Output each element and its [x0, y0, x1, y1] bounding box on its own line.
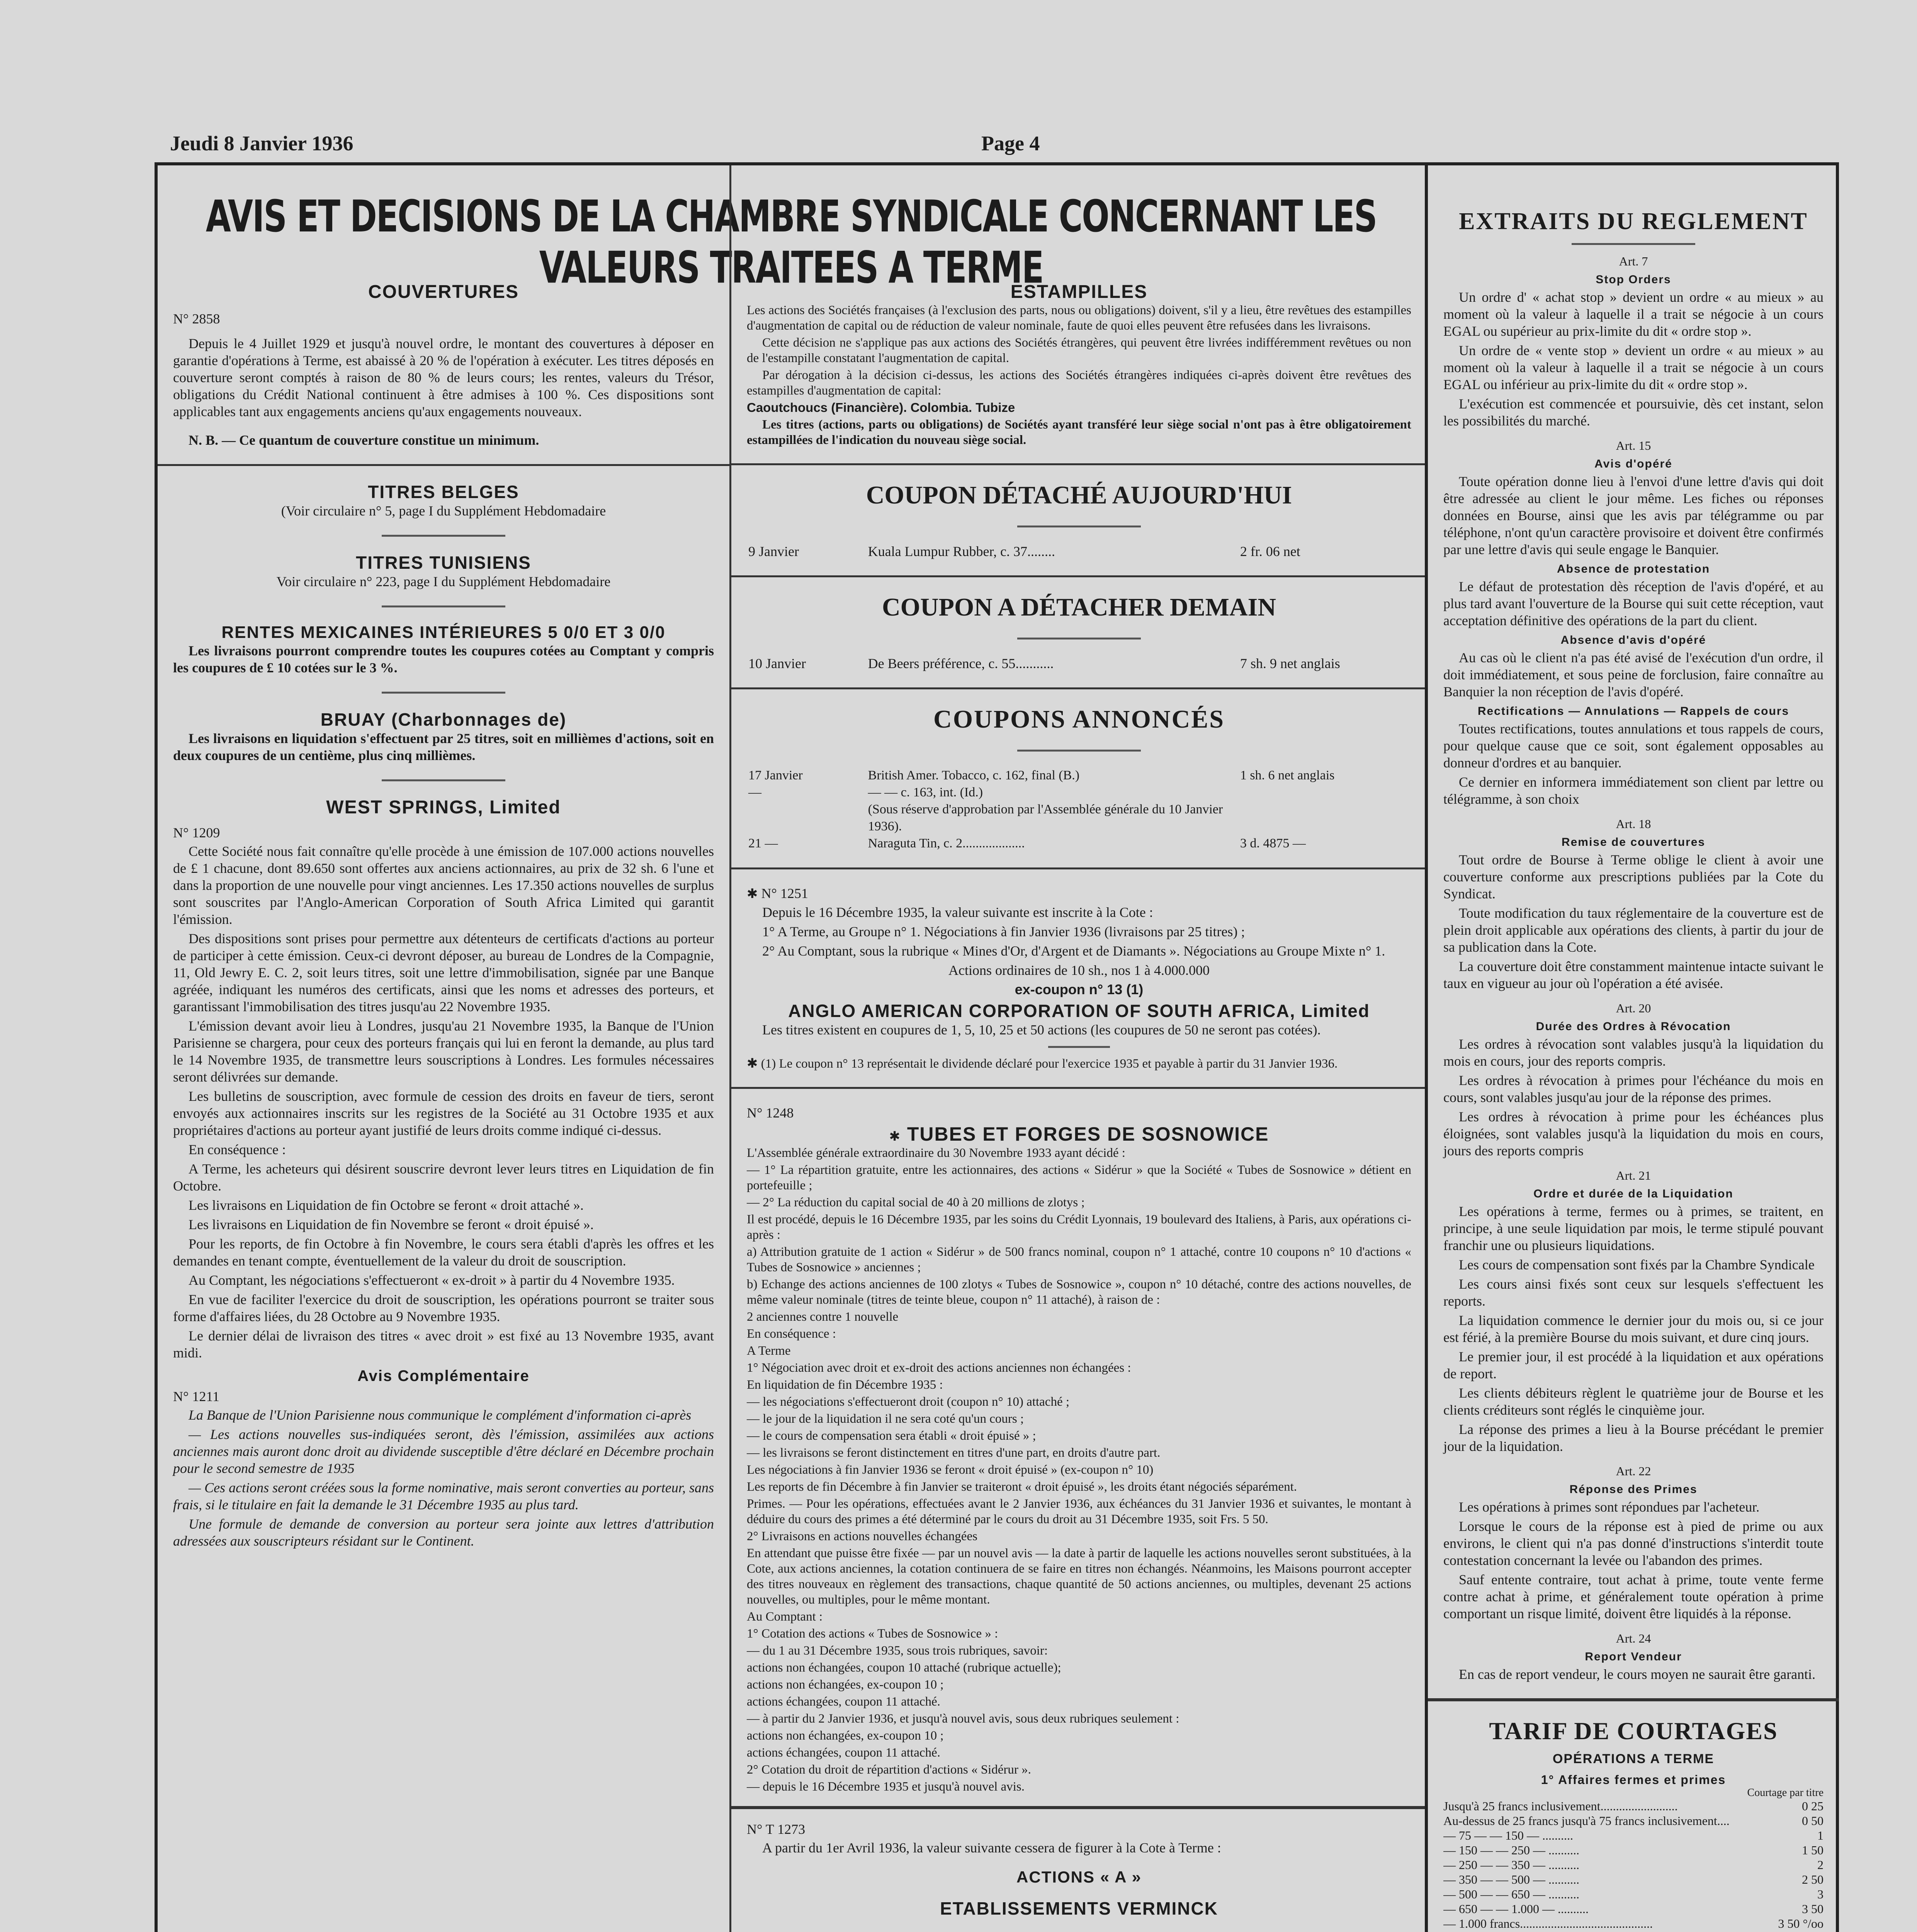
west-springs-paragraph: Des dispositions sont prises pour permettre aux détenteurs de certificats d'actions au porteur de participer à cette émission. Ceux-ci devront déposer, au bureau de Londres de la Compagnie, 11, Old Jewry E. C. 2, soit leurs titres, soit une lettre d'immobilisation, signée par une Banque agréée, indiquant les numéros des certificats, ainsi que les noms et adresses des porteurs, et garantissant l'immobilisation des titres jusqu'au 22 Novembre 1935. [173, 931, 714, 1014]
estampilles-p4: Caoutchoucs (Financière). Colombia. Tubize [747, 400, 1015, 415]
tarif-value: 0 25 [1802, 1799, 1824, 1813]
tubes-paragraph: 2 anciennes contre 1 nouvelle [747, 1310, 899, 1324]
tarif-value: 2 [1817, 1858, 1824, 1872]
estampilles-p3: Par dérogation à la décision ci-dessus, les actions des Sociétés étrangères indiquées ci-après doivent être revêtues des estampilles d'augmentation de capital: [747, 368, 1411, 398]
asterisk-icon: ✱ [747, 1056, 758, 1071]
coupon-name: Kuala Lumpur Rubber, c. 37........ [868, 544, 1055, 559]
anglo-p3: 2° Au Comptant, sous la rubrique « Mines d'Or, d'Argent et de Diamants ». Négociations au Groupe Mixte n° 1. [762, 943, 1385, 959]
article-paragraph: Lorsque le cours de la réponse est à pied de prime ou aux environs, le client qui n'a pas donné d'instructions s'interdit toute contestation concernant la levée ou l'abandon des primes. [1443, 1519, 1824, 1568]
article-paragraph: Tout ordre de Bourse à Terme oblige le client à avoir une couverture conforme aux prescriptions publiées par la Cote du Syndicat. [1443, 852, 1824, 901]
table-row [1443, 1901, 1824, 1916]
article-paragraph: Les ordres à révocation à primes pour l'échéance du mois en cours, sont valables jusqu'au jour de la réponse des primes. [1443, 1073, 1824, 1105]
article-paragraph: Ce dernier en informera immédiatement son client par lettre ou télégramme, à son choix [1443, 774, 1824, 807]
section-tarif [1428, 1717, 1839, 1932]
tubes-paragraph: En liquidation de fin Décembre 1935 : [747, 1378, 943, 1392]
anglo-p5: ex-coupon n° 13 (1) [1015, 981, 1144, 997]
coupon-name: De Beers préférence, c. 55........... [868, 656, 1054, 671]
running-header [170, 131, 1739, 158]
article-paragraph: Un ordre d' « achat stop » devient un ordre « au mieux » au moment où la valeur à laquelle il a trait se négocie à un cours EGAL ou supérieur au prix-limite du dit « ordre stop ». [1443, 289, 1824, 339]
article-paragraph: Les ordres à révocation à prime pour les échéances plus éloignées, sont valables jusqu'à la liquidation du mois en cours, jours des reports compris [1443, 1109, 1824, 1158]
coupon-date: 21 — [748, 836, 778, 850]
article-paragraph: En cas de report vendeur, le cours moyen ne saurait être garanti. [1459, 1667, 1816, 1682]
estampilles-p2: Cette décision ne s'applique pas aux actions des Sociétés étrangères, qui peuvent être livrées indifféremment revêtues ou non de l'estampille constatant l'augmentation de capital. [747, 336, 1411, 365]
tubes-paragraph: — les négociations s'effectueront droit (coupon n° 10) attaché ; [747, 1395, 1070, 1409]
avis-complementaire-number: N° 1211 [173, 1389, 220, 1404]
header-page-number: Page 4 [981, 132, 1040, 155]
table-row [747, 543, 1411, 560]
article-heading: Avis d'opéré [1594, 457, 1672, 470]
article-paragraph: Toute opération donne lieu à l'envoi d'une lettre d'avis qui doit être adressée au client le jour même. Les fiches ou réponses données en Bourse, ainsi que les avis par télégramme ou par téléphone, n'ont qu'un caractère provisoire et doivent être confirmés par une lettre d'avis qui seule engage le Banquier. [1443, 474, 1824, 557]
section-titres-belges [158, 481, 729, 1549]
table-row [1443, 1843, 1824, 1857]
anglo-p4: Actions ordinaires de 10 sh., nos 1 à 4.000.000 [948, 963, 1210, 978]
tarif-section-fermes: 1° Affaires fermes et primes [1541, 1773, 1726, 1787]
avis-complementaire-paragraph: Une formule de demande de conversion au porteur sera jointe aux lettres d'attribution adressées aux souscripteurs résidant sur le Continent. [173, 1516, 714, 1549]
anglo-number-text: N° 1251 [761, 886, 808, 901]
coupon-value [1239, 801, 1411, 835]
table-row [1443, 1887, 1824, 1901]
tarif-subtitle: OPÉRATIONS A TERME [1552, 1752, 1715, 1766]
divider [731, 867, 1427, 869]
main-title: AVIS ET DECISIONS DE LA CHAMBRE SYNDICALE CONCERNANT LES VALEURS TRAITEES A TERME [206, 190, 1377, 293]
section-tubes-sosnowice [731, 1104, 1427, 1794]
coupon-date: 10 Janvier [748, 656, 806, 671]
tubes-paragraph: 1° Négociation avec droit et ex-droit des actions anciennes non échangées : [747, 1361, 1131, 1375]
divider [1428, 1698, 1839, 1701]
article-paragraph: Les opérations à primes sont répondues par l'acheteur. [1459, 1499, 1760, 1515]
coupon-value: 1 sh. 6 net anglais [1240, 768, 1335, 782]
anglo-note-text: (1) Le coupon n° 13 représentait le dividende déclaré pour l'exercice 1935 et payable à partir du 31 Janvier 1936. [761, 1057, 1338, 1071]
tubes-paragraph: 2° Livraisons en actions nouvelles échangées [747, 1529, 977, 1543]
coupons-annonces-title: COUPONS ANNONCÉS [933, 705, 1225, 733]
table-row [747, 655, 1411, 672]
column-right [1425, 165, 1839, 1932]
tubes-paragraph: actions non échangées, coupon 10 attaché (rubrique actuelle); [747, 1661, 1061, 1675]
tarif-range: Jusqu'à 25 francs inclusivement......................... [1443, 1799, 1678, 1813]
tarif-title: TARIF DE COURTAGES [1489, 1717, 1778, 1745]
coupon-name: Naraguta Tin, c. 2................... [868, 836, 1025, 850]
estampilles-p1: Les actions des Sociétés françaises (à l'exclusion des parts, nous ou obligations) doivent, s'il y a lieu, être revêtues des estampilles d'augmentation de capital ou de réduction de valeur nominale, faute de quoi elles peuvent être refusées dans les livraisons. [747, 303, 1411, 333]
tubes-paragraph: En attendant que puisse être fixée — par un nouvel avis — la date à partir de laquelle les actions nouvelles seront substituées, à la Cote, aux actions anciennes, la cotation continuera de se faire en titres non échangés. Néanmoins, les Maisons pourront accepter des titres nouveaux en règlement des transactions, chaque quantité de 50 actions anciennes, ou multiples, devenant 25 actions nouvelles, ou multiples, pour le même montant. [747, 1546, 1411, 1607]
tubes-paragraph: — 2° La réduction du capital social de 40 à 20 millions de zlotys ; [747, 1196, 1085, 1209]
tubes-paragraph: — du 1 au 31 Décembre 1935, sous trois rubriques, savoir: [747, 1644, 1048, 1658]
header-date: Jeudi 8 Janvier 1936 [170, 132, 353, 155]
article-heading: Rectifications — Annulations — Rappels de cours [1477, 705, 1790, 718]
article-paragraph: Les clients débiteurs règlent le quatrième jour de Bourse et les clients créditeurs sont réglés le cinquième jour. [1443, 1385, 1824, 1418]
tubes-paragraph: actions échangées, coupon 11 attaché. [747, 1695, 940, 1709]
tubes-paragraph: L'Assemblée générale extraordinaire du 30 Novembre 1933 ayant décidé : [747, 1146, 1125, 1160]
table-row [1443, 1916, 1824, 1931]
tarif-column-header: Courtage par titre [1747, 1787, 1824, 1799]
article-heading: Réponse des Primes [1569, 1483, 1698, 1496]
article-heading: Ordre et durée de la Liquidation [1533, 1187, 1733, 1200]
west-springs-body [173, 843, 714, 1361]
divider [1017, 638, 1141, 639]
west-springs-paragraph: A Terme, les acheteurs qui désirent souscrire devront lever leurs titres en Liquidation de fin Octobre. [173, 1161, 714, 1194]
article-paragraph: Le défaut de protestation dès réception de l'avis d'opéré, et au plus tard avant l'ouverture de la Bourse qui suit cette réception, vaut acceptation définitive des opérations de la part du client. [1443, 579, 1824, 628]
table-row [747, 835, 1411, 852]
article-paragraph: Les cours ainsi fixés sont ceux sur lesquels s'effectuent les reports. [1443, 1276, 1824, 1309]
west-springs-paragraph: L'émission devant avoir lieu à Londres, jusqu'au 21 Novembre 1935, la Banque de l'Union Parisienne se chargera, pour ceux des porteurs français qui lui en feront la demande, au plus tard le 14 Novembre 1935, de transmettre leurs souscriptions à Londres. Les formules nécessaires seront délivrées sur demande. [173, 1018, 714, 1085]
asterisk-icon: ✱ [889, 1129, 901, 1144]
couvertures-text: Depuis le 4 Juillet 1929 et jusqu'à nouvel ordre, le montant des couvertures à déposer en garantie d'opérations à Terme, est abaissé à 20 % de l'opération à exécuter. Les titres déposés en couverture seront comptés à raison de 80 % de leurs cours; les rentes, valeurs du Trésor, obligations du Crédit National continuent à être admises à 100 %. Ces dispositions sont applicables tant aux engagements anciens qu'aux engagements nouveaux. [173, 336, 714, 419]
coupon-detache-title: COUPON DÉTACHÉ AUJOURD'HUI [866, 481, 1292, 509]
tubes-title-text: TUBES ET FORGES DE SOSNOWICE [907, 1123, 1269, 1145]
west-springs-paragraph: En conséquence : [189, 1142, 286, 1157]
divider [382, 692, 505, 694]
divider [1572, 243, 1695, 245]
article-paragraph: La liquidation commence le dernier jour du mois ou, si ce jour est férié, à la première Bourse du mois suivant, et dure cinq jours. [1443, 1313, 1824, 1345]
article-number: Art. 15 [1616, 439, 1651, 452]
tubes-paragraph: — le cours de compensation sera établi « droit épuisé » ; [747, 1429, 1036, 1443]
tubes-paragraph: a) Attribution gratuite de 1 action « Sidérur » de 500 francs nominal, coupon n° 1 attaché, contre 10 coupons n° 10 d'actions « Tubes de Sosnowice » anciennes ; [747, 1245, 1411, 1274]
divider [382, 779, 505, 781]
article-number: Art. 20 [1616, 1001, 1651, 1015]
section-reglement [1428, 208, 1839, 1683]
coupon-name: British Amer. Tobacco, c. 162, final (B.) [868, 768, 1080, 782]
divider [731, 1087, 1427, 1089]
article-paragraph: L'exécution est commencée et poursuivie, dès cet instant, selon les possibilités du marché. [1443, 396, 1824, 429]
tubes-paragraph: Au Comptant : [747, 1610, 823, 1624]
section-coupon-demain [731, 593, 1427, 672]
tubes-title [747, 1123, 1411, 1145]
divider [382, 605, 505, 607]
tubes-body [747, 1145, 1411, 1794]
divider [731, 687, 1427, 689]
content-frame [155, 162, 1839, 1932]
tubes-paragraph: En conséquence : [747, 1327, 836, 1341]
article-heading: Durée des Ordres à Révocation [1536, 1020, 1731, 1033]
article-number: Art. 24 [1616, 1631, 1651, 1645]
article-paragraph: Les opérations à terme, fermes ou à primes, se traitent, en principe, à une seule liquidation par mois, le terme stipulé pouvant franchir une ou plusieurs liquidations. [1443, 1204, 1824, 1253]
reglement-title: EXTRAITS DU REGLEMENT [1459, 208, 1808, 235]
section-anglo-american [731, 885, 1427, 1071]
avis-complementaire-title: Avis Complémentaire [357, 1367, 530, 1384]
section-coupon-detache [731, 481, 1427, 560]
table-row [1443, 1857, 1824, 1872]
table-row [1443, 1828, 1824, 1843]
anglo-p6: Les titres existent en coupures de 1, 5, 10, 25 et 50 actions (les coupures de 50 ne seront pas cotées). [762, 1022, 1321, 1037]
article-paragraph: La couverture doit être constamment maintenue intacte suivant le taux en vigueur au jour où l'opération a été avisée. [1443, 959, 1824, 991]
verminck-number: N° T 1273 [747, 1821, 806, 1837]
coupon-name: — — c. 163, int. (Id.) [868, 785, 983, 799]
coupon-demain-title: COUPON A DÉTACHER DEMAIN [882, 593, 1276, 621]
tarif-value: 3 50 [1802, 1902, 1824, 1916]
coupon-date [747, 801, 867, 835]
anglo-p2: 1° A Terme, au Groupe n° 1. Négociations à fin Janvier 1936 (livraisons par 25 titres) ; [762, 924, 1245, 939]
article-paragraph: Toute modification du taux réglementaire de la couverture est de plein droit applicable aux opérations des clients, à partir du jour de sa publication dans la Cote. [1443, 905, 1824, 955]
table-row [1443, 1872, 1824, 1887]
couvertures-number: N° 2858 [173, 311, 220, 327]
verminck-text: A partir du 1er Avril 1936, la valeur suivante cessera de figurer à la Cote à Terme : [762, 1840, 1221, 1855]
west-springs-paragraph: Les livraisons en Liquidation de fin Novembre se feront « droit épuisé ». [189, 1217, 594, 1232]
article-paragraph: Au cas où le client n'a pas été avisé de l'exécution d'un ordre, il doit immédiatement, et sous peine de forclusion, faire connaître au Banquier la non réception de l'avis d'opéré. [1443, 650, 1824, 699]
divider [382, 535, 505, 537]
coupon-name: (Sous réserve d'approbation par l'Assemblée générale du 10 Janvier 1936). [868, 802, 1223, 833]
west-springs-paragraph: Les livraisons en Liquidation de fin Octobre se feront « droit attaché ». [189, 1197, 584, 1213]
section-verminck [731, 1821, 1427, 1919]
titres-tunisiens-title: TITRES TUNISIENS [356, 553, 531, 573]
west-springs-title: WEST SPRINGS, Limited [326, 797, 561, 818]
article-paragraph: Sauf entente contraire, tout achat à prime, toute vente ferme contre achat à prime, et généralement toute opération à prime comportant un risque limité, doivent être liquidés à la réponse. [1443, 1572, 1824, 1621]
titres-belges-text: (Voir circulaire n° 5, page I du Supplément Hebdomadaire [281, 503, 606, 519]
west-springs-paragraph: Le dernier délai de livraison des titres « avec droit » est fixé au 13 Novembre 1935, avant midi. [173, 1328, 714, 1361]
tubes-paragraph: — le jour de la liquidation il ne sera coté qu'un cours ; [747, 1412, 1024, 1426]
article-paragraph: Le premier jour, il est procédé à la liquidation et aux opérations de report. [1443, 1349, 1824, 1381]
column-middle [729, 165, 1427, 1932]
tubes-paragraph: b) Echange des actions anciennes de 100 zlotys « Tubes de Sosnowice », coupon n° 10 détaché, contre des actions nouvelles, de même valeur nominale (titres de teinte bleue, coupon n° 11 attaché), à raison de : [747, 1277, 1411, 1307]
tarif-range: — 250 — — 350 — .......... [1443, 1858, 1579, 1872]
article-heading: Stop Orders [1596, 273, 1671, 286]
bruay-text: Les livraisons en liquidation s'effectuent par 25 titres, soit en millièmes d'actions, soit en deux coupures de un centième, plus cinq millièmes. [173, 731, 714, 763]
tubes-paragraph: Les reports de fin Décembre à fin Janvier se traiteront « droit épuisé », les droits étant négociés séparément. [747, 1480, 1297, 1494]
article-number: Art. 21 [1616, 1168, 1651, 1182]
divider [731, 575, 1427, 577]
article-number: Art. 22 [1616, 1464, 1651, 1478]
tarif-value: 1 50 [1802, 1843, 1824, 1857]
couvertures-nb: N. B. — Ce quantum de couverture constitue un minimum. [189, 432, 539, 448]
asterisk-icon: ✱ [747, 886, 758, 901]
tarif-value: 0 50 [1802, 1814, 1824, 1828]
tubes-paragraph: 2° Cotation du droit de répartition d'actions « Sidérur ». [747, 1763, 1031, 1777]
reglement-body [1443, 254, 1824, 1683]
couvertures-title: COUVERTURES [368, 282, 519, 302]
table-row [747, 801, 1411, 835]
coupon-demain-table [747, 655, 1411, 672]
divider [1048, 1046, 1110, 1048]
article-number: Art. 18 [1616, 817, 1651, 831]
tarif-value: 3 50 °/oo [1778, 1917, 1824, 1930]
coupon-value: 3 d. 4875 — [1240, 836, 1306, 850]
tarif-range: Au-dessus de 25 francs jusqu'à 75 francs inclusivement.... [1443, 1814, 1730, 1828]
tubes-paragraph: — à partir du 2 Janvier 1936, et jusqu'à nouvel avis, sous deux rubriques seulement : [747, 1712, 1179, 1726]
table-row [747, 767, 1411, 784]
avis-complementaire-paragraph: — Ces actions seront créées sous la forme nominative, mais seront converties au porteur, sans frais, si le titulaire en fait la demande le 31 Décembre 1935 au plus tard. [173, 1480, 714, 1512]
coupon-value [1239, 784, 1411, 801]
tubes-paragraph: Il est procédé, depuis le 16 Décembre 1935, par les soins du Crédit Lyonnais, 19 boulevard des Italiens, à Paris, aux opérations ci-après : [747, 1213, 1411, 1242]
tarif-table-fermes [1443, 1799, 1824, 1931]
tubes-paragraph: — les livraisons se feront distinctement en titres d'une part, en droits d'autre part. [747, 1446, 1161, 1460]
tubes-number: N° 1248 [747, 1105, 794, 1121]
tubes-paragraph: — 1° La répartition gratuite, entre les actionnaires, des actions « Sidérur » que la Société « Tubes de Sosnowice » détient en portefeuille ; [747, 1163, 1411, 1192]
section-couvertures [158, 281, 729, 449]
tubes-paragraph: actions non échangées, ex-coupon 10 ; [747, 1678, 944, 1692]
avis-complementaire-body [173, 1406, 714, 1549]
coupon-detache-table [747, 543, 1411, 560]
coupon-value: 2 fr. 06 net [1240, 544, 1300, 559]
coupon-value: 7 sh. 9 net anglais [1240, 656, 1340, 671]
tarif-value: 2 50 [1802, 1872, 1824, 1886]
rentes-title: RENTES MEXICAINES INTÉRIEURES 5 0/0 ET 3 0/0 [221, 623, 666, 642]
article-heading: Absence de protestation [1557, 563, 1710, 575]
article-heading: Report Vendeur [1585, 1650, 1682, 1663]
divider [731, 463, 1427, 465]
article-paragraph: Un ordre de « vente stop » devient un ordre « au mieux » au moment où la valeur à laquelle il a trait se négocie à un cours EGAL ou inférieur au prix-limite du dit « ordre stop ». [1443, 343, 1824, 392]
article-paragraph: Les cours de compensation sont fixés par la Chambre Syndicale [1459, 1257, 1815, 1272]
verminck-company: ETABLISSEMENTS VERMINCK [940, 1898, 1218, 1918]
tubes-paragraph: Les négociations à fin Janvier 1936 se feront « droit épuisé » (ex-coupon n° 10) [747, 1463, 1154, 1477]
coupon-date: 9 Janvier [748, 544, 799, 559]
estampilles-p5: Les titres (actions, parts ou obligations) de Sociétés ayant transféré leur siège social n'ont pas à être obligatoirement estampillées de l'indication du nouveau siège social. [747, 418, 1411, 447]
avis-complementaire-paragraph: La Banque de l'Union Parisienne nous communique le complément d'information ci-après [189, 1407, 692, 1423]
article-paragraph: La réponse des primes a lieu à la Bourse précédant le premier jour de la liquidation. [1443, 1422, 1824, 1454]
article-heading: Absence d'avis d'opéré [1560, 634, 1706, 646]
article-number: Art. 7 [1619, 254, 1648, 268]
rentes-text: Les livraisons pourront comprendre toutes les coupures cotées au Comptant y compris les coupures de £ 10 cotées sur le 3 %. [173, 643, 714, 675]
tubes-paragraph: A Terme [747, 1344, 791, 1358]
anglo-p1: Depuis le 16 Décembre 1935, la valeur suivante est inscrite à la Cote : [762, 905, 1153, 920]
tubes-paragraph: — depuis le 16 Décembre 1935 et jusqu'à nouvel avis. [747, 1780, 1025, 1794]
coupon-date: — [748, 785, 761, 799]
estampilles-title: ESTAMPILLES [1010, 282, 1148, 302]
avis-complementaire-paragraph: — Les actions nouvelles sus-indiquées seront, dès l'émission, assimilées aux actions anciennes mais auront donc droit au dividende susceptible d'être déclaré en Décembre prochain pour le second semestre de 1935 [173, 1427, 714, 1476]
table-row [1443, 1799, 1824, 1813]
divider [158, 464, 729, 466]
west-springs-paragraph: Les bulletins de souscription, avec formule de cession des droits en faveur de tiers, seront envoyés aux actionnaires inscrits sur les registres de la Société au 31 Octobre 1935 et aux propriétaires d'actions au porteur ayant justifié de leurs droits comme indiqué ci-dessus. [173, 1088, 714, 1138]
table-row [747, 784, 1411, 801]
tarif-range: — 650 — — 1.000 — .......... [1443, 1902, 1589, 1916]
coupons-annonces-table [747, 767, 1411, 852]
tubes-paragraph: actions échangées, coupon 11 attaché. [747, 1746, 940, 1760]
section-coupons-annonces [731, 705, 1427, 852]
tarif-value: 1 [1817, 1828, 1824, 1842]
tarif-range: — 350 — — 500 — .......... [1443, 1872, 1579, 1886]
west-springs-number: N° 1209 [173, 825, 220, 840]
article-paragraph: Toutes rectifications, toutes annulations et tous rappels de cours, pour quelque cause que ce soit, sont également opposables au donneur d'ordres et au banquier. [1443, 721, 1824, 770]
article-heading: Remise de couvertures [1561, 836, 1706, 849]
tubes-paragraph: 1° Cotation des actions « Tubes de Sosnowice » : [747, 1627, 998, 1641]
anglo-title: ANGLO AMERICAN CORPORATION OF SOUTH AFRICA, Limited [788, 1001, 1370, 1021]
anglo-note [747, 1056, 1411, 1071]
tarif-range: — 500 — — 650 — .......... [1443, 1887, 1579, 1901]
west-springs-paragraph: Pour les reports, de fin Octobre à fin Novembre, le cours sera établi d'après les offres et les demandes en tenant compte, éventuellement de la valeur du droit de souscription. [173, 1236, 714, 1269]
divider [731, 1806, 1427, 1809]
table-row [1443, 1813, 1824, 1828]
tarif-range: — 75 — — 150 — .......... [1443, 1828, 1573, 1842]
titres-tunisiens-text: Voir circulaire n° 223, page I du Supplément Hebdomadaire [276, 574, 611, 589]
west-springs-paragraph: En vue de faciliter l'exercice du droit de souscription, les opérations pourront se traiter sous forme d'affaires liées, du 28 Octobre au 9 Novembre 1935. [173, 1292, 714, 1324]
coupon-date: 17 Janvier [748, 768, 803, 782]
verminck-actions: ACTIONS « A » [1016, 1868, 1142, 1886]
divider [1017, 750, 1141, 752]
divider [1017, 526, 1141, 527]
tarif-value: 3 [1817, 1887, 1824, 1901]
tarif-range: — 150 — — 250 — .......... [1443, 1843, 1579, 1857]
tubes-paragraph: Primes. — Pour les opérations, effectuées avant le 2 Janvier 1936, aux échéances du 31 Janvier 1936 et suivantes, le montant à déduire du cours des primes a été déterminé par le cours du droit au 31 Décembre 1935, soit Frs. 5 50. [747, 1497, 1411, 1526]
west-springs-paragraph: Au Comptant, les négociations s'effectueront « ex-droit » à partir du 4 Novembre 1935. [189, 1272, 675, 1288]
tarif-range: — 1.000 francs........................................... [1443, 1917, 1653, 1930]
section-estampilles [731, 281, 1427, 448]
west-springs-paragraph: Cette Société nous fait connaître qu'elle procède à une émission de 107.000 actions nouvelles de £ 1 chacune, dont 89.650 sont offertes aux anciens actionnaires, au prix de 32 sh. 6 l'une et dans la proportion de une nouvelle pour vingt anciennes. Les 17.350 actions nouvelles de surplus sont souscrites par l'Anglo-American Corporation of South Africa Limited qui garantit l'émission. [173, 844, 714, 927]
article-paragraph: Les ordres à révocation sont valables jusqu'à la liquidation du mois en cours, jour des reports compris. [1443, 1036, 1824, 1069]
tubes-paragraph: actions non échangées, ex-coupon 10 ; [747, 1729, 944, 1743]
titres-belges-title: TITRES BELGES [368, 482, 519, 502]
anglo-number [747, 885, 1411, 902]
bruay-title: BRUAY (Charbonnages de) [320, 709, 567, 730]
column-left [158, 165, 729, 1932]
